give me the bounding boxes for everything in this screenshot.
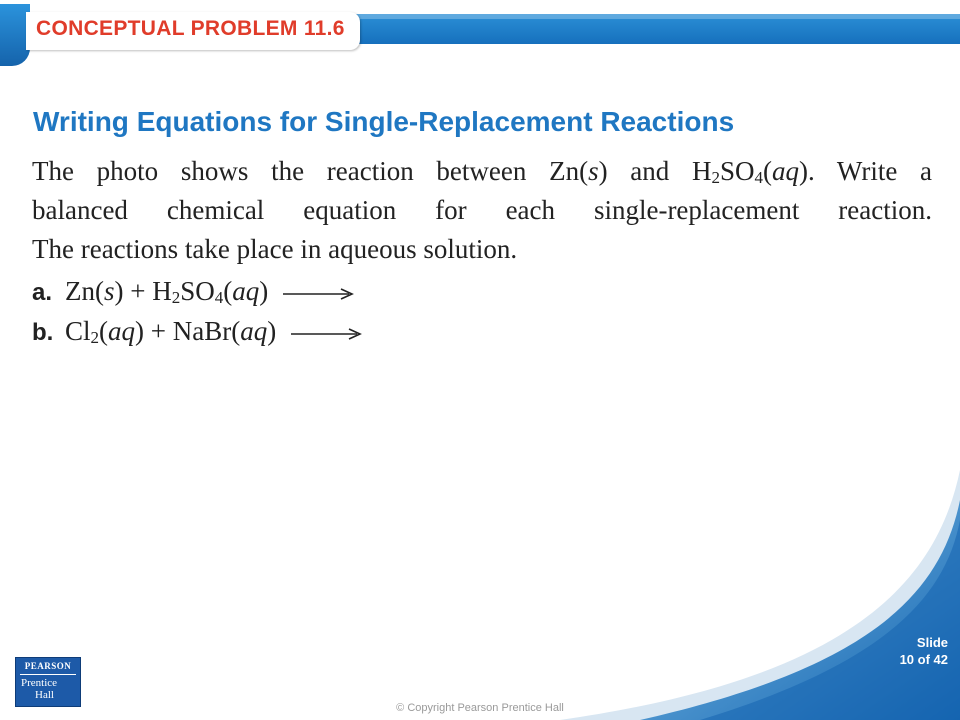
equation-item-a: a. $Zn(s) + H_2SO_4(aq)$ [32, 276, 355, 307]
item-b-label: b. [32, 319, 54, 346]
logo-prentice-hall-text: Prentice Hall [21, 677, 58, 701]
section-heading: Writing Equations for Single-Replacement Reactions [33, 106, 735, 137]
logo-divider [20, 674, 76, 675]
slide-counter-position: 10 of 42 [899, 652, 948, 667]
reaction-arrow-icon [281, 287, 355, 301]
pearson-prentice-hall-logo [15, 657, 81, 707]
copyright-notice: © Copyright Pearson Prentice Hall [396, 702, 564, 714]
paragraph-line-3: The reactions take place in aqueous solution. [32, 234, 518, 264]
paragraph-line-2: balanced chemical equation for each single-replacement reaction. [32, 195, 932, 225]
reaction-arrow-icon [289, 327, 363, 341]
item-a-label: a. [32, 279, 53, 306]
logo-pearson-text: PEARSON [24, 661, 72, 671]
problem-badge [26, 12, 360, 50]
slide-counter-label: Slide [916, 635, 948, 650]
equation-item-b: b. $Cl_2(aq)$ + NaBr(aq) [32, 316, 363, 347]
slide-counter [900, 634, 948, 668]
problem-badge-label: CONCEPTUAL PROBLEM 11.6 [36, 17, 345, 40]
paragraph-line-1: The photo shows the reaction between Zn(s) and $H_2SO_4(aq)$. Write a [32, 156, 932, 187]
problem-paragraph [32, 152, 932, 269]
